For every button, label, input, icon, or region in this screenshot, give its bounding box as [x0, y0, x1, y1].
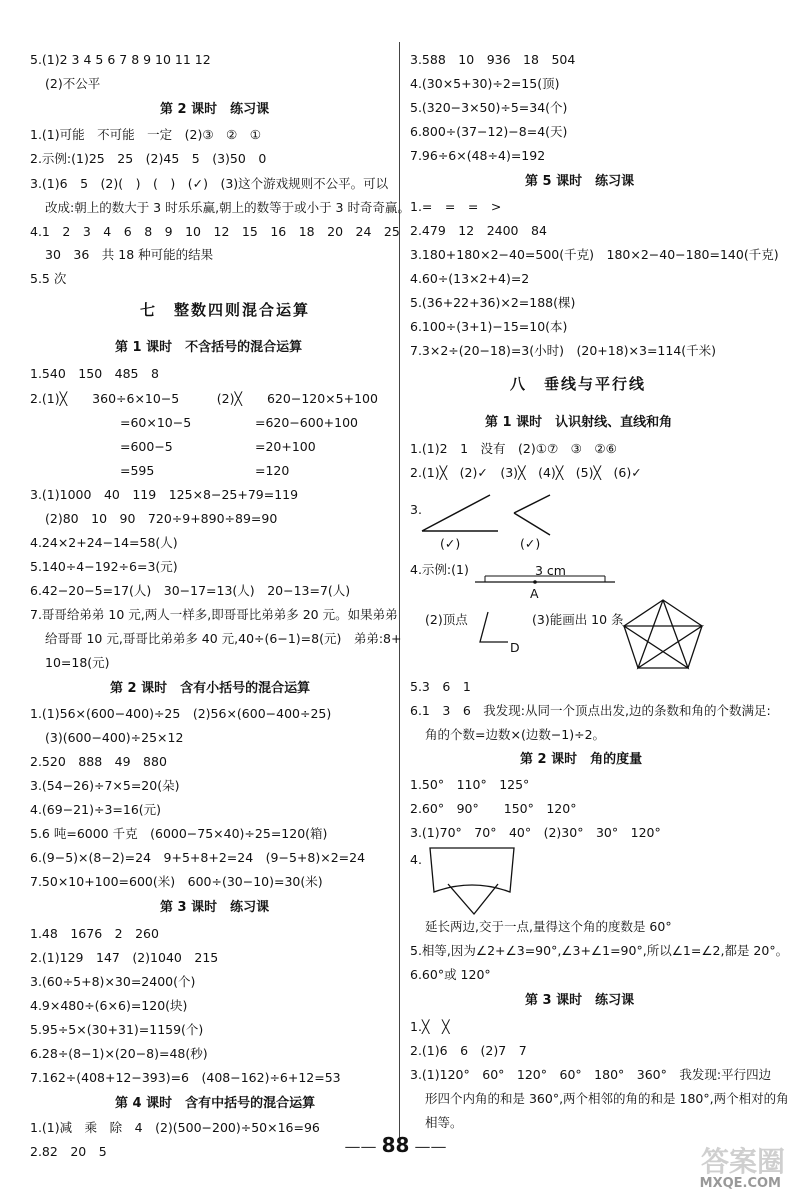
- answer-line: =600−5: [120, 439, 173, 454]
- answer-line: =120: [255, 463, 290, 478]
- answer-line: (✓): [440, 536, 461, 551]
- section-heading: 第 3 课时 练习课: [525, 993, 635, 1008]
- answer-line: 4.9×480÷(6×6)=120(块): [30, 998, 188, 1013]
- answer-line: 1.= = = >: [410, 199, 502, 214]
- answer-line: 5.(36+22+36)×2=188(棵): [410, 295, 576, 310]
- angle-figure-2: [510, 493, 560, 537]
- answer-line: 7.162÷(408+12−393)=6 (408−162)÷6+12=53: [30, 1070, 341, 1085]
- answer-line: 2.示例:(1)25 25 (2)45 5 (3)50 0: [30, 151, 267, 166]
- answer-line: D: [510, 640, 520, 655]
- answer-line: 7.3×2÷(20−18)=3(小时) (20+18)×3=114(千米): [410, 343, 717, 358]
- answer-line: 给哥哥 10 元,哥哥比弟弟多 40 元,40÷(6−1)=8(元) 弟弟:8+: [45, 631, 402, 646]
- pentagon-star-figure: [622, 598, 704, 670]
- answer-line: 2.60° 90° 150° 120°: [410, 801, 577, 816]
- answer-line: 5.(1)2 3 4 5 6 7 8 9 10 11 12: [30, 52, 211, 67]
- answer-line: (2)不公平: [45, 76, 101, 91]
- angle-figure-1: [420, 493, 500, 533]
- answer-line: 3.180+180×2−40=500(千克) 180×2−40−180=140(千克): [410, 247, 779, 262]
- section-heading: 第 1 课时 认识射线、直线和角: [485, 415, 673, 430]
- answer-line: 6.100÷(3+1)−15=10(本): [410, 319, 568, 334]
- answer-line: 6.(9−5)×(8−2)=24 9+5+8+2=24 (9−5+8)×2=24: [30, 850, 366, 865]
- answer-line: 3.(1)70° 70° 40° (2)30° 30° 120°: [410, 825, 661, 840]
- answer-line: 2.(1)6 6 (2)7 7: [410, 1043, 527, 1058]
- answer-line: 7.哥哥给弟弟 10 元,两人一样多,即哥哥比弟弟多 20 元。如果弟弟: [30, 607, 398, 622]
- answer-line: =595: [120, 463, 155, 478]
- answer-line: 延长两边,交于一点,量得这个角的度数是 60°: [425, 919, 672, 934]
- answer-line: (3)(600−400)÷25×12: [45, 730, 184, 745]
- answer-line: 5.140÷4−192÷6=3(元): [30, 559, 178, 574]
- answer-line: 4.(30×5+30)÷2=15(顶): [410, 76, 560, 91]
- answer-line: 4.60÷(13×2+4)=2: [410, 271, 530, 286]
- answer-line: 3.(1)1000 40 119 125×8−25+79=119: [30, 487, 299, 502]
- answer-line: =620−600+100: [255, 415, 358, 430]
- answer-line: 2.479 12 2400 84: [410, 223, 547, 238]
- answer-line: 6.1 3 6 我发现:从同一个顶点出发,边的条数和角的个数满足:: [410, 703, 771, 718]
- answer-line: 1.48 1676 2 260: [30, 926, 159, 941]
- section-heading: 第 4 课时 含有中括号的混合运算: [115, 1096, 316, 1111]
- answer-line: 4.示例:(1): [410, 562, 469, 577]
- answer-line: 6.42−20−5=17(人) 30−17=13(人) 20−13=7(人): [30, 583, 351, 598]
- answer-line: 6.28÷(8−1)×(20−8)=48(秒): [30, 1046, 208, 1061]
- answer-line: 1.(1)可能 不可能 一定 (2)③ ② ①: [30, 127, 261, 142]
- section-heading: 第 2 课时 角的度量: [520, 752, 643, 767]
- answer-line: 3 cm: [535, 563, 566, 578]
- answer-line: 4.1 2 3 4 6 8 9 10 12 15 16 18 20 24 25: [30, 224, 400, 239]
- section-heading: 第 2 课时 含有小括号的混合运算: [110, 681, 311, 696]
- answer-line: 3.(1)120° 60° 120° 60° 180° 360° 我发现:平行四边: [410, 1067, 772, 1082]
- answer-line: 30 36 共 18 种可能的结果: [45, 247, 214, 262]
- answer-line: 2.82 20 5: [30, 1144, 107, 1159]
- answer-line: 角的个数=边数×(边数−1)÷2。: [425, 727, 606, 742]
- answer-line: (✓): [520, 536, 541, 551]
- answer-line: 4.24×2+24−14=58(人): [30, 535, 178, 550]
- answer-line: 6.800÷(37−12)−8=4(天): [410, 124, 568, 139]
- extended-angle-figure: [422, 844, 522, 916]
- answer-line: 7.50×10+100=600(米) 600÷(30−10)=30(米): [30, 874, 323, 889]
- answer-line: 3.: [410, 502, 422, 517]
- answer-line: 1.(1)2 1 没有 (2)①⑦ ③ ②⑥: [410, 441, 617, 456]
- answer-line: 1.(1)56×(600−400)÷25 (2)56×(600−400÷25): [30, 706, 332, 721]
- answer-line: =20+100: [255, 439, 316, 454]
- answer-line: (2)80 10 90 720÷9+890÷89=90: [45, 511, 278, 526]
- answer-line: 2.520 888 49 880: [30, 754, 167, 769]
- section-heading: 第 5 课时 练习课: [525, 174, 635, 189]
- answer-line: 1.540 150 485 8: [30, 366, 159, 381]
- answer-line: 3.(60÷5+8)×30=2400(个): [30, 974, 196, 989]
- answer-line: 2.(1)129 147 (2)1040 215: [30, 950, 219, 965]
- answer-line: 5.(320−3×50)÷5=34(个): [410, 100, 568, 115]
- answer-line: 1.50° 110° 125°: [410, 777, 530, 792]
- answer-line: (2)顶点: [425, 612, 468, 627]
- answer-line: 2.(1)╳ 360÷6×10−5 (2)╳ 620−120×5+100: [30, 391, 378, 406]
- answer-line: 5.6 吨=6000 千克 (6000−75×40)÷25=120(箱): [30, 826, 328, 841]
- section-heading: 七 整数四则混合运算: [140, 301, 311, 319]
- page-number: —— 88 ——: [344, 1133, 447, 1157]
- answer-line: (3)能画出 10 条: [532, 612, 624, 627]
- section-heading: 八 垂线与平行线: [510, 375, 647, 393]
- angle-vertex-figure: [474, 610, 514, 646]
- section-heading: 第 3 课时 练习课: [160, 900, 270, 915]
- answer-line: 相等。: [425, 1115, 463, 1130]
- watermark-url: MXQE.COM: [699, 1176, 781, 1191]
- answer-line: 4.(69−21)÷3=16(元): [30, 802, 162, 817]
- answer-line: 5.3 6 1: [410, 679, 471, 694]
- answer-line: 3.588 10 936 18 504: [410, 52, 576, 67]
- section-heading: 第 1 课时 不含括号的混合运算: [115, 340, 303, 355]
- answer-line: 3.(1)6 5 (2)( ) ( ) (✓) (3)这个游戏规则不公平。可以: [30, 176, 389, 191]
- answer-line: 7.96÷6×(48÷4)=192: [410, 148, 546, 163]
- answer-line: 改成:朝上的数大于 3 时乐乐赢,朝上的数等于或小于 3 时奇奇赢。: [45, 200, 410, 215]
- answer-line: =60×10−5: [120, 415, 192, 430]
- answer-line: 4.: [410, 852, 422, 867]
- answer-line: 1.╳ ╳: [410, 1019, 450, 1034]
- answer-line: 5.95÷5×(30+31)=1159(个): [30, 1022, 204, 1037]
- answer-line: 3.(54−26)÷7×5=20(朵): [30, 778, 180, 793]
- answer-line: 6.60°或 120°: [410, 967, 491, 982]
- answer-line: 10=18(元): [45, 655, 110, 670]
- answer-line: 2.(1)╳ (2)✓ (3)╳ (4)╳ (5)╳ (6)✓: [410, 465, 642, 480]
- answer-line: 1.(1)减 乘 除 4 (2)(500−200)÷50×16=96: [30, 1120, 320, 1135]
- answer-line: 形四个内角的和是 360°,两个相邻的角的和是 180°,两个相对的角: [425, 1091, 789, 1106]
- answer-line: 5.5 次: [30, 271, 67, 286]
- answer-line: A: [530, 586, 539, 601]
- answer-line: 5.相等,因为∠2+∠3=90°,∠3+∠1=90°,所以∠1=∠2,都是 20°。: [410, 943, 789, 958]
- section-heading: 第 2 课时 练习课: [160, 102, 270, 117]
- watermark-logo: 答案圈: [700, 1145, 785, 1178]
